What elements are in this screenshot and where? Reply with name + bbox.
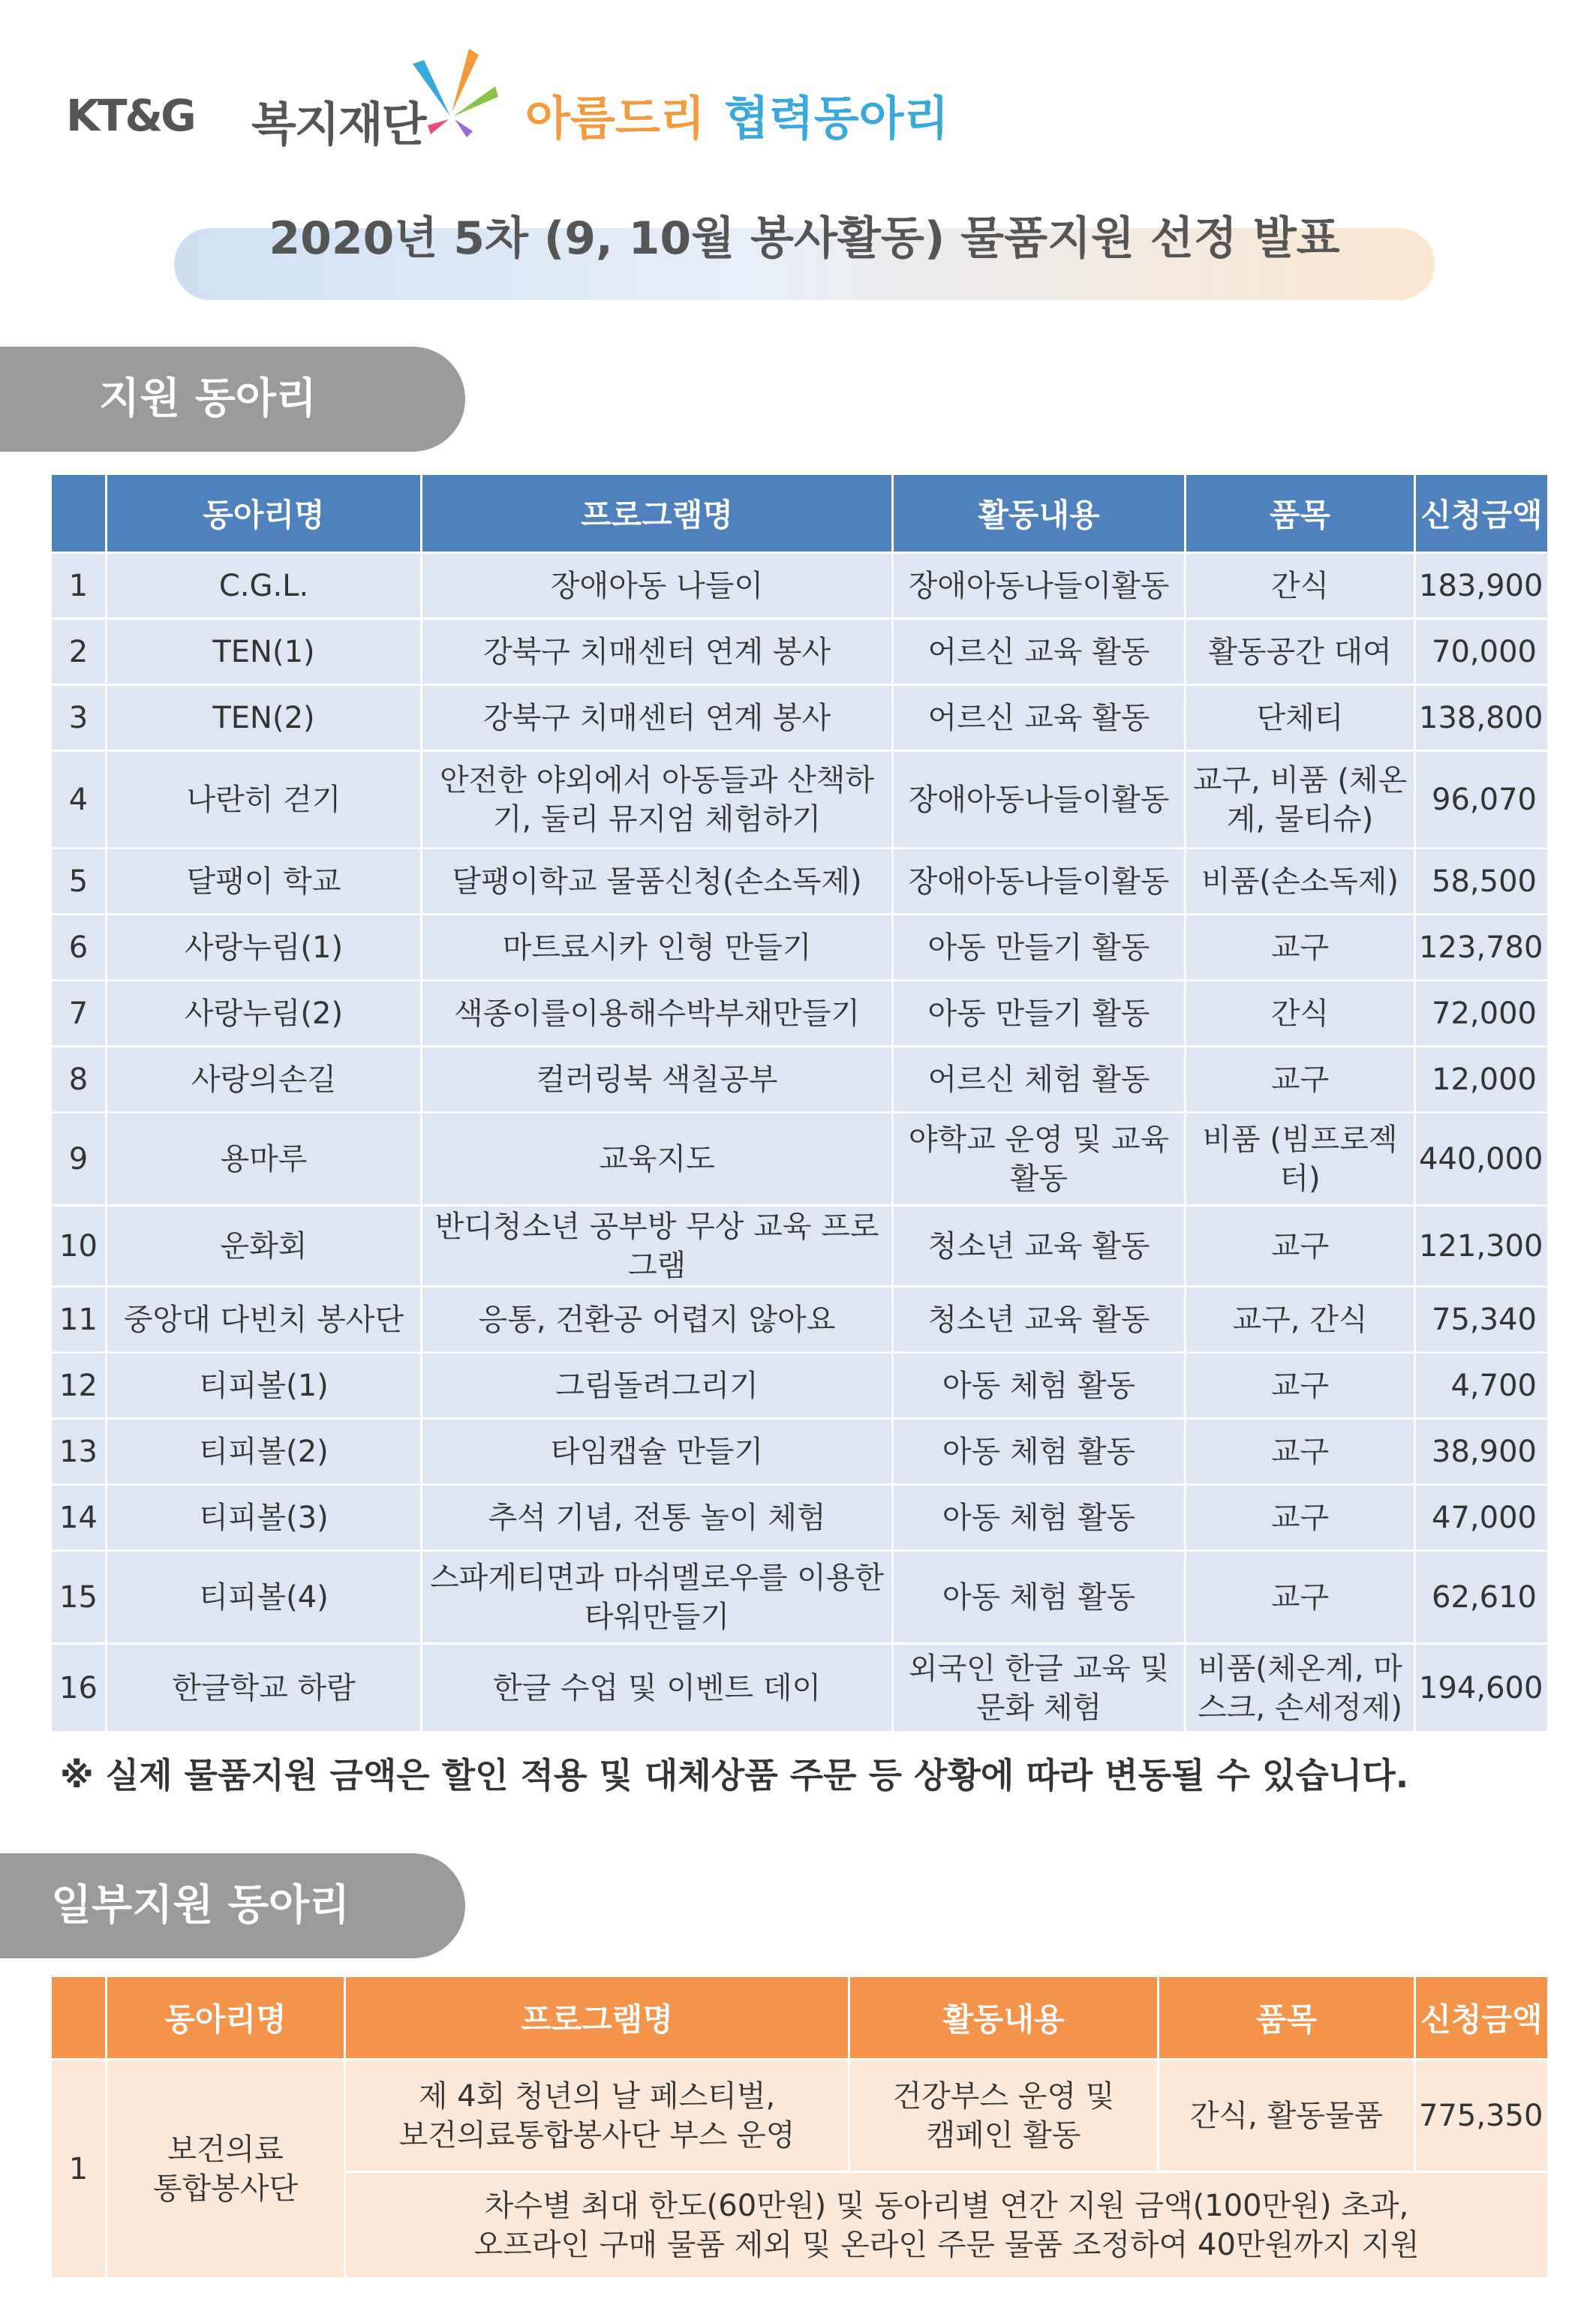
table-row [51,2060,1549,2172]
cell-club: 티피볼(1) [107,1353,422,1419]
cell-no: 16 [51,1644,107,1733]
cell-activity: 청소년 교육 활동 [893,1206,1186,1287]
table-row [51,619,1549,685]
cell-amount: 72,000 [1415,981,1549,1047]
column-header-amount: 신청금액 [1415,1976,1549,2060]
cell-activity: 야학교 운영 및 교육활동 [893,1113,1186,1206]
cell-activity: 외국인 한글 교육 및 문화 체험 [893,1644,1186,1733]
cell-activity: 장애아동나들이활동 [893,849,1186,915]
column-header-item: 품목 [1159,1976,1415,2060]
table-row [51,915,1549,981]
cell-no: 1 [51,553,107,619]
cell-amount: 70,000 [1415,619,1549,685]
cell-no: 1 [51,2060,107,2279]
cell-item: 간식 [1186,553,1415,619]
activity-line-2: 캠페인 활동 [926,2117,1081,2153]
cell-activity: 아동 체험 활동 [893,1419,1186,1485]
cell-amount: 96,070 [1415,751,1549,849]
activity-line-1: 건강부스 운영 및 [892,2078,1115,2114]
cell-item: 교구, 비품 (체온계, 물티슈) [1186,751,1415,849]
cell-program: 응통, 건환공 어렵지 않아요 [422,1287,893,1353]
cell-program: 강북구 치매센터 연계 봉사 [422,619,893,685]
club-name-word-1: 아름드리 [525,91,705,146]
table-row [51,1206,1549,1287]
cell-amount: 62,610 [1415,1551,1549,1644]
cell-club: 중앙대 다빈치 봉사단 [107,1287,422,1353]
cell-amount: 440,000 [1415,1113,1549,1206]
program-line-2: 보건의료통합봉사단 부스 운영 [398,2117,795,2153]
cell-no: 5 [51,849,107,915]
cell-club: 한글학교 하람 [107,1644,422,1733]
cell-item: 교구 [1186,1353,1415,1419]
column-header-club: 동아리명 [107,474,422,553]
column-header-activity: 활동내용 [849,1976,1159,2060]
cell-program: 장애아동 나들이 [422,553,893,619]
table-row [51,553,1549,619]
cell-activity: 아동 만들기 활동 [893,981,1186,1047]
cell-program [345,2060,849,2172]
cell-program: 타임캡슐 만들기 [422,1419,893,1485]
cell-amount: 4,700 [1415,1353,1549,1419]
cell-item: 교구, 간식 [1186,1287,1415,1353]
cell-item: 교구 [1186,1485,1415,1551]
full-support-table-body [51,553,1549,1733]
cell-club: 티피볼(3) [107,1485,422,1551]
cell-program: 그림돌려그리기 [422,1353,893,1419]
cell-amount: 47,000 [1415,1485,1549,1551]
note-line-1: 차수별 최대 한도(60만원) 및 동아리별 연간 지원 금액(100만원) 초과, [484,2188,1409,2223]
cell-item: 비품(손소독제) [1186,849,1415,915]
cell-activity: 어르신 교육 활동 [893,619,1186,685]
cell-club: TEN(1) [107,619,422,685]
cell-club: 티피볼(2) [107,1419,422,1485]
cell-amount: 75,340 [1415,1287,1549,1353]
cell-program: 추석 기념, 전통 놀이 체험 [422,1485,893,1551]
cell-no: 14 [51,1485,107,1551]
cell-program: 색종이를이용해수박부채만들기 [422,981,893,1047]
column-header-no [51,1976,107,2060]
cell-no: 4 [51,751,107,849]
cell-club: 나란히 걷기 [107,751,422,849]
cell-program: 달팽이학교 물품신청(손소독제) [422,849,893,915]
table-row [51,1113,1549,1206]
cell-program: 안전한 야외에서 아동들과 산책하기, 둘리 뮤지엄 체험하기 [422,751,893,849]
cell-club: 사랑의손길 [107,1047,422,1113]
cell-activity: 어르신 교육 활동 [893,685,1186,751]
cell-club: TEN(2) [107,685,422,751]
cell-no: 13 [51,1419,107,1485]
cell-item: 교구 [1186,1419,1415,1485]
club-name-word-2: 협력동아리 [724,91,949,146]
cell-program: 교육지도 [422,1113,893,1206]
column-header-club: 동아리명 [107,1976,345,2060]
cell-no: 6 [51,915,107,981]
cell-amount: 58,500 [1415,849,1549,915]
cell-item: 교구 [1186,1206,1415,1287]
table-row [51,751,1549,849]
cell-activity: 아동 만들기 활동 [893,915,1186,981]
table-row [51,981,1549,1047]
table-row [51,1047,1549,1113]
cell-no: 11 [51,1287,107,1353]
table-row [51,849,1549,915]
cell-activity: 아동 체험 활동 [893,1551,1186,1644]
cell-program: 반디청소년 공부방 무상 교육 프로그램 [422,1206,893,1287]
cell-activity: 장애아동나들이활동 [893,553,1186,619]
cell-item: 활동공간 대여 [1186,619,1415,685]
partial-support-table [50,1975,1549,2279]
cell-program: 스파게티면과 마쉬멜로우를 이용한 타워만들기 [422,1551,893,1644]
cell-program: 마트료시카 인형 만들기 [422,915,893,981]
column-header-amount: 신청금액 [1415,474,1549,553]
column-header-program: 프로그램명 [422,474,893,553]
table-row [51,685,1549,751]
table-row [51,1419,1549,1485]
cell-program: 컬러링북 색칠공부 [422,1047,893,1113]
cell-club: C.G.L. [107,553,422,619]
cell-note [345,2172,1549,2279]
table-row [51,1287,1549,1353]
table-header-row [51,1976,1549,2060]
column-header-item: 품목 [1186,474,1415,553]
cell-no: 9 [51,1113,107,1206]
cell-club: 달팽이 학교 [107,849,422,915]
program-line-1: 제 4회 청년의 날 페스티벌, [418,2078,776,2114]
cell-no: 12 [51,1353,107,1419]
notice-text: ※ 실제 물품지원 금액은 할인 적용 및 대체상품 주문 등 상황에 따라 변동될 수 있습니다. [60,1755,1409,1796]
cell-club [107,2060,345,2279]
cell-program: 강북구 치매센터 연계 봉사 [422,685,893,751]
cell-amount: 12,000 [1415,1047,1549,1113]
cell-item: 비품(체온계, 마스크, 손세정제) [1186,1644,1415,1733]
ktg-logo-text: KT&G [66,90,194,141]
cell-activity [849,2060,1159,2172]
column-header-activity: 활동내용 [893,474,1186,553]
cell-no: 15 [51,1551,107,1644]
cell-activity: 어르신 체험 활동 [893,1047,1186,1113]
cell-no: 10 [51,1206,107,1287]
column-header-no [51,474,107,553]
spark-logo-icon [398,41,503,139]
club-line-1: 보건의료 [167,2132,284,2167]
cell-activity: 청소년 교육 활동 [893,1287,1186,1353]
cell-amount: 38,900 [1415,1419,1549,1485]
section-title-full-support: 지원 동아리 [0,347,465,452]
section-title-partial-support: 일부지원 동아리 [0,1853,465,1958]
cell-activity: 아동 체험 활동 [893,1485,1186,1551]
cell-amount: 194,600 [1415,1644,1549,1733]
cell-item: 교구 [1186,1047,1415,1113]
table-row [51,1485,1549,1551]
cell-no: 8 [51,1047,107,1113]
cell-item: 간식 [1186,981,1415,1047]
cell-amount: 121,300 [1415,1206,1549,1287]
table-row [51,1644,1549,1733]
cell-club: 운화회 [107,1206,422,1287]
page-title: 2020년 5차 (9, 10월 봉사활동) 물품지원 선정 발표 [269,212,1340,265]
cell-activity: 아동 체험 활동 [893,1353,1186,1419]
cell-item: 비품 (빔프로젝터) [1186,1113,1415,1206]
cell-activity: 장애아동나들이활동 [893,751,1186,849]
cell-item: 교구 [1186,915,1415,981]
cell-no: 2 [51,619,107,685]
cell-no: 7 [51,981,107,1047]
cell-club: 용마루 [107,1113,422,1206]
full-support-table [50,473,1549,1733]
cell-club: 티피볼(4) [107,1551,422,1644]
cell-item: 간식, 활동물품 [1159,2060,1415,2172]
cell-amount: 775,350 [1415,2060,1549,2172]
cell-item: 단체티 [1186,685,1415,751]
cell-amount: 183,900 [1415,553,1549,619]
table-row [51,1353,1549,1419]
column-header-program: 프로그램명 [345,1976,849,2060]
cell-program: 한글 수업 및 이벤트 데이 [422,1644,893,1733]
club-line-2: 통합봉사단 [152,2171,299,2206]
table-header-row [51,474,1549,553]
cell-no: 3 [51,685,107,751]
cell-amount: 123,780 [1415,915,1549,981]
cell-amount: 138,800 [1415,685,1549,751]
cell-item: 교구 [1186,1551,1415,1644]
cell-club: 사랑누림(1) [107,915,422,981]
table-row [51,1551,1549,1644]
cell-club: 사랑누림(2) [107,981,422,1047]
foundation-logo-text: 복지재단 [251,97,425,152]
note-line-2: 오프라인 구매 물품 제외 및 온라인 주문 물품 조정하여 40만원까지 지원 [473,2227,1420,2262]
